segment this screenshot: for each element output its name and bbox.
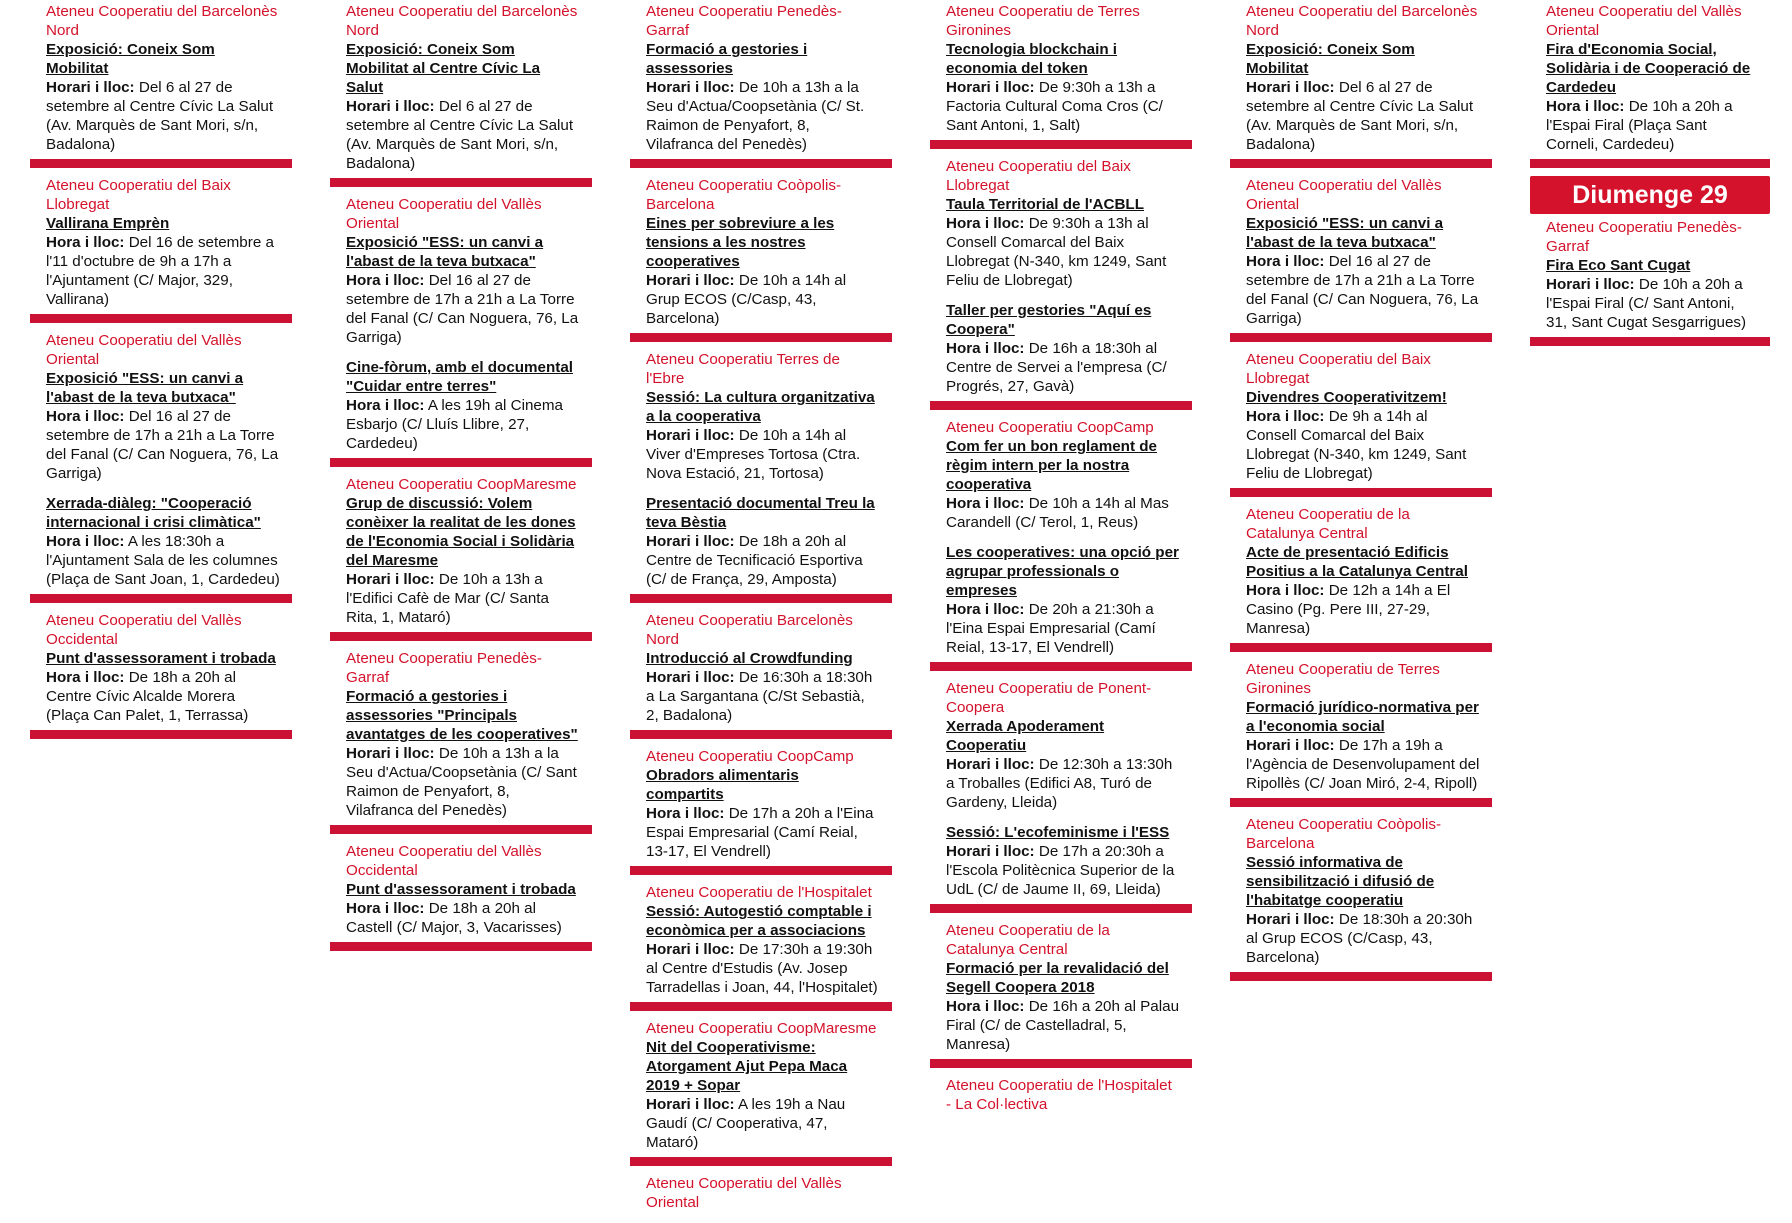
event-details-text: De 10h a 13h a la Seu d'Actua/Coopsetània (C/ Sant Raimon de Penyafort, 8, Vilafranca del Penedès) [346, 745, 577, 819]
event-details-text: A les 18:30h a l'Ajuntament Sala de les columnes (Plaça de Sant Joan, 1, Cardedeu) [46, 533, 280, 588]
event-details-text: Del 6 al 27 de setembre al Centre Cívic La Salut (Av. Marquès de Sant Mori, s/n, Badalona) [46, 79, 274, 153]
event-details-label: Horari i lloc: [1246, 911, 1335, 928]
event-organizer: Ateneu Cooperatiu Penedès-Garraf [346, 650, 542, 686]
event-details-label: Hora i lloc: [946, 601, 1025, 618]
event-entry [1230, 2, 1492, 154]
event-details-text: Del 6 al 27 de setembre al Centre Cívic La Salut (Av. Marquès de Sant Mori, s/n, Badalona) [346, 98, 574, 172]
schedule-column-6 [1530, 2, 1770, 354]
event-divider [30, 594, 292, 603]
event-entry [930, 823, 1192, 899]
event-details [46, 668, 280, 725]
event-title-link[interactable]: Eines per sobreviure a les tensions a les nostres cooperatives [646, 215, 835, 270]
event-title-link[interactable]: Exposició: Coneix Som Mobilitat al Centre Cívic La Salut [346, 41, 541, 96]
event-details-label: Hora i lloc: [946, 495, 1025, 512]
event-details-label: Hora i lloc: [346, 397, 425, 414]
event-divider [630, 1157, 892, 1166]
event-entry [30, 2, 292, 154]
event-organizer: Ateneu Cooperatiu CoopCamp [946, 419, 1154, 436]
event-details [346, 396, 580, 453]
event-title-link[interactable]: Sessió: La cultura organitzativa a la cooperativa [646, 389, 875, 425]
event-title-link[interactable]: Cine-fòrum, amb el documental "Cuidar entre terres" [346, 359, 573, 395]
event-details-label: Horari i lloc: [946, 79, 1035, 96]
event-details-label: Hora i lloc: [946, 215, 1025, 232]
event-spacer [330, 347, 592, 358]
schedule-column-1 [30, 2, 292, 747]
event-details-label: Hora i lloc: [46, 234, 125, 251]
event-details [346, 744, 580, 820]
event-details-label: Horari i lloc: [946, 756, 1035, 773]
event-details-text: De 17:30h a 19:30h al Centre d'Estudis (Av. Josep Tarradellas i Joan, 44, l'Hospitalet) [646, 941, 878, 996]
event-entry [1530, 218, 1770, 332]
event-details-label: Hora i lloc: [1246, 582, 1325, 599]
event-details-label: Horari i lloc: [346, 571, 435, 588]
event-details-text: Del 6 al 27 de setembre al Centre Cívic La Salut (Av. Marquès de Sant Mori, s/n, Badalona) [1246, 79, 1474, 153]
event-details [646, 804, 880, 861]
event-spacer [30, 483, 292, 494]
event-entry [1230, 350, 1492, 483]
event-details [46, 532, 280, 589]
event-details-text: De 17h a 20:30h a l'Escola Politècnica Superior de la UdL (C/ de Jaume II, 69, Lleida) [946, 843, 1175, 898]
event-details [646, 668, 880, 725]
event-organizer: Ateneu Cooperatiu del Vallès Oriental [346, 196, 542, 232]
event-details [1246, 736, 1480, 793]
event-details-label: Horari i lloc: [346, 98, 435, 115]
event-details [646, 532, 880, 589]
event-details-text: De 20h a 21:30h a l'Eina Espai Empresarial (Camí Reial, 13-17, El Vendrell) [946, 601, 1156, 656]
event-title-link[interactable]: Exposició "ESS: un canvi a l'abast de la teva butxaca" [46, 370, 244, 406]
event-details-text: De 17h a 19h a l'Agència de Desenvolupament del Ripollès (C/ Joan Miró, 2-4, Ripoll) [1246, 737, 1480, 792]
event-organizer: Ateneu Cooperatiu de l'Hospitalet - La Col·lectiva [946, 1077, 1172, 1113]
event-details-text: Del 16 al 27 de setembre de 17h a 21h a La Torre del Fanal (C/ Can Noguera, 76, La Garriga) [46, 408, 279, 482]
event-details [946, 78, 1180, 135]
event-entry [930, 921, 1192, 1054]
event-details-label: Horari i lloc: [946, 843, 1035, 860]
event-title-link[interactable]: Exposició "ESS: un canvi a l'abast de la teva butxaca" [346, 234, 544, 270]
event-details-label: Horari i lloc: [1246, 79, 1335, 96]
event-organizer: Ateneu Cooperatiu Coòpolis-Barcelona [646, 177, 842, 213]
event-entry [330, 2, 592, 173]
event-details-label: Horari i lloc: [646, 272, 735, 289]
event-details [1246, 78, 1480, 154]
event-spacer [930, 812, 1192, 823]
event-entry [930, 418, 1192, 532]
event-organizer: Ateneu Cooperatiu del Vallès Oriental [1246, 177, 1442, 213]
event-entry [630, 350, 892, 483]
event-details-label: Hora i lloc: [1246, 253, 1325, 270]
event-organizer: Ateneu Cooperatiu CoopMaresme [646, 1020, 877, 1037]
event-entry [30, 611, 292, 725]
event-divider [930, 401, 1192, 410]
event-details-label: Hora i lloc: [946, 340, 1025, 357]
event-details-label: Hora i lloc: [46, 669, 125, 686]
event-title-link[interactable]: Taula Territorial de l'ACBLL [946, 196, 1144, 213]
event-details-label: Horari i lloc: [646, 1096, 735, 1113]
event-organizer: Ateneu Cooperatiu CoopCamp [646, 748, 854, 765]
event-entry [30, 176, 292, 309]
event-details [946, 339, 1180, 396]
event-details [346, 899, 580, 937]
event-organizer: Ateneu Cooperatiu Penedès-Garraf [1546, 219, 1742, 255]
event-divider [330, 178, 592, 187]
event-entry [930, 301, 1192, 396]
event-title-link[interactable]: Divendres Cooperativitzem! [1246, 389, 1447, 406]
event-details-text: A les 19h al Cinema Esbarjo (C/ Lluís Llibre, 27, Cardedeu) [346, 397, 563, 452]
event-divider [1230, 798, 1492, 807]
event-title-link[interactable]: Formació a gestories i assessories [646, 41, 808, 77]
event-details-text: De 9:30h a 13h a Factoria Cultural Coma Cros (C/ Sant Antoni, 1, Salt) [946, 79, 1163, 134]
event-organizer: Ateneu Cooperatiu del Vallès Oriental [46, 332, 242, 368]
event-details [946, 494, 1180, 532]
event-details-label: Hora i lloc: [346, 900, 425, 917]
event-organizer: Ateneu Cooperatiu Barcelonès Nord [646, 612, 853, 648]
schedule-column-3 [630, 2, 892, 1223]
event-divider [330, 458, 592, 467]
event-details [646, 78, 880, 154]
event-details-label: Horari i lloc: [46, 79, 135, 96]
event-entry [630, 2, 892, 154]
event-title-link[interactable]: Formació jurídico-normativa per a l'economia social [1246, 699, 1479, 735]
event-details-text: De 9h a 14h al Consell Comarcal del Baix Llobregat (N-340, km 1249, Sant Feliu de Llobregat) [1246, 408, 1467, 482]
event-divider [630, 159, 892, 168]
event-entry [630, 611, 892, 725]
event-organizer: Ateneu Cooperatiu del Vallès Oriental [1546, 3, 1742, 39]
event-details [946, 755, 1180, 812]
event-organizer: Ateneu Cooperatiu del Vallès Occidental [346, 843, 542, 879]
event-divider [1230, 333, 1492, 342]
event-entry [630, 1174, 892, 1212]
event-entry [630, 176, 892, 328]
event-details [946, 214, 1180, 290]
event-title-link[interactable]: Taller per gestories "Aquí es Coopera" [946, 302, 1152, 338]
event-spacer [630, 483, 892, 494]
event-title-link[interactable]: Xerrada-diàleg: "Cooperació internacional i crisi climàtica" [46, 495, 261, 531]
event-divider [630, 866, 892, 875]
event-entry [630, 883, 892, 997]
event-entry [930, 543, 1192, 657]
day-header: Diumenge 29 [1530, 176, 1770, 214]
event-organizer: Ateneu Cooperatiu del Vallès Oriental [646, 1175, 842, 1211]
event-divider [630, 1002, 892, 1011]
event-details [346, 97, 580, 173]
event-details-label: Horari i lloc: [346, 745, 435, 762]
event-details-text: Del 16 al 27 de setembre de 17h a 21h a La Torre del Fanal (C/ Can Noguera, 76, La Garriga) [346, 272, 579, 346]
event-title-link[interactable]: Introducció al Crowdfunding [646, 650, 853, 667]
event-details [1546, 275, 1758, 332]
event-details-text: De 17h a 20h a l'Eina Espai Empresarial (Camí Reial, 13-17, El Vendrell) [646, 805, 874, 860]
event-spacer [930, 1114, 1192, 1125]
event-details-text: De 16:30h a 18:30h a La Sargantana (C/St Sebastià, 2, Badalona) [646, 669, 873, 724]
event-organizer: Ateneu Cooperatiu CoopMaresme [346, 476, 577, 493]
event-entry [330, 195, 592, 347]
event-details-text: De 10h a 14h al Grup ECOS (C/Casp, 43, Barcelona) [646, 272, 847, 327]
event-details [646, 271, 880, 328]
event-title-link[interactable]: Les cooperatives: una opció per agrupar professionals o empreses [946, 544, 1179, 599]
event-entry [930, 679, 1192, 812]
event-entry [1230, 660, 1492, 793]
event-details-text: De 10h a 20h a l'Espai Firal (C/ Sant Antoni, 31, Sant Cugat Sesgarrigues) [1546, 276, 1747, 331]
event-entry [330, 358, 592, 453]
event-title-link[interactable]: Punt d'assessorament i trobada [46, 650, 276, 667]
event-organizer: Ateneu Cooperatiu Terres de l'Ebre [646, 351, 840, 387]
event-title-link[interactable]: Formació a gestories i assessories "Principals avantatges de les cooperatives" [346, 688, 578, 743]
event-details-text: De 9:30h a 13h al Consell Comarcal del Baix Llobregat (N-340, km 1249, Sant Feliu de Llobregat) [946, 215, 1167, 289]
event-details-text: De 16h a 20h al Palau Firal (C/ de Castelladral, 5, Manresa) [946, 998, 1180, 1053]
event-details [1246, 910, 1480, 967]
event-divider [30, 730, 292, 739]
event-details-text: De 18:30h a 20:30h al Grup ECOS (C/Casp, 43, Barcelona) [1246, 911, 1473, 966]
event-divider [30, 159, 292, 168]
event-entry [330, 842, 592, 937]
schedule-column-5 [1230, 2, 1492, 989]
event-organizer: Ateneu Cooperatiu de la Catalunya Central [946, 922, 1110, 958]
event-title-link[interactable]: Obradors alimentaris compartits [646, 767, 799, 803]
event-details [46, 233, 280, 309]
event-details-label: Hora i lloc: [46, 408, 125, 425]
event-organizer: Ateneu Cooperatiu del Vallès Occidental [46, 612, 242, 648]
event-title-link[interactable]: Exposició: Coneix Som Mobilitat [46, 41, 215, 77]
event-entry [30, 331, 292, 483]
event-details-text: De 12h a 14h a El Casino (Pg. Pere III, 27-29, Manresa) [1246, 582, 1451, 637]
event-entry [1230, 176, 1492, 328]
event-details [646, 1095, 880, 1152]
event-details-label: Horari i lloc: [646, 941, 735, 958]
event-details [946, 842, 1180, 899]
event-details-label: Horari i lloc: [646, 79, 735, 96]
event-divider [930, 662, 1192, 671]
event-details [646, 426, 880, 483]
event-divider [630, 594, 892, 603]
event-divider [1530, 159, 1770, 168]
event-entry [930, 2, 1192, 135]
event-details [1246, 581, 1480, 638]
event-details-label: Hora i lloc: [46, 533, 125, 550]
event-details-text: De 10h a 20h a l'Espai Firal (Plaça Sant Corneli, Cardedeu) [1546, 98, 1733, 153]
event-entry [330, 649, 592, 820]
event-entry [1230, 815, 1492, 967]
event-title-link[interactable]: Sessió: Autogestió comptable i econòmica per a associacions [646, 903, 872, 939]
event-details [646, 940, 880, 997]
event-organizer: Ateneu Cooperatiu del Barcelonès Nord [1246, 3, 1478, 39]
event-organizer: Ateneu Cooperatiu de Terres Gironines [1246, 661, 1440, 697]
event-details-text: De 18h a 20h al Centre de Tecnificació Esportiva (C/ de França, 29, Amposta) [646, 533, 863, 588]
event-title-link[interactable]: Exposició: Coneix Som Mobilitat [1246, 41, 1415, 77]
event-entry [630, 494, 892, 589]
event-organizer: Ateneu Cooperatiu de Terres Gironines [946, 3, 1140, 39]
event-divider [930, 140, 1192, 149]
event-spacer [630, 1212, 892, 1223]
event-title-link[interactable]: Exposició "ESS: un canvi a l'abast de la teva butxaca" [1246, 215, 1444, 251]
event-divider [1230, 488, 1492, 497]
event-details-label: Hora i lloc: [646, 805, 725, 822]
event-details [946, 997, 1180, 1054]
event-entry [1230, 505, 1492, 638]
event-organizer: Ateneu Cooperatiu del Baix Llobregat [946, 158, 1131, 194]
event-title-link[interactable]: Punt d'assessorament i trobada [346, 881, 576, 898]
event-divider [630, 333, 892, 342]
event-details-label: Horari i lloc: [1546, 276, 1635, 293]
event-organizer: Ateneu Cooperatiu Coòpolis-Barcelona [1246, 816, 1442, 852]
event-details-text: De 12:30h a 13:30h a Troballes (Edifici A8, Turó de Gardeny, Lleida) [946, 756, 1173, 811]
event-divider [330, 632, 592, 641]
event-title-link[interactable]: Com fer un bon reglament de règim intern per la nostra cooperativa [946, 438, 1157, 493]
event-details [1546, 97, 1758, 154]
event-details [1246, 252, 1480, 328]
event-details-text: De 16h a 18:30h al Centre de Servei a l'empresa (C/ Progrés, 27, Gavà) [946, 340, 1167, 395]
event-divider [1230, 643, 1492, 652]
event-divider [30, 314, 292, 323]
event-details [1246, 407, 1480, 483]
event-details [346, 271, 580, 347]
event-divider [930, 904, 1192, 913]
event-title-link[interactable]: Xerrada Apoderament Cooperatiu [946, 718, 1105, 754]
event-divider [1530, 337, 1770, 346]
event-details-text: A les 19h a Nau Gaudí (C/ Cooperativa, 47, Mataró) [646, 1096, 846, 1151]
event-details-text: Del 16 de setembre a l'11 d'octubre de 9h a 17h a l'Ajuntament (C/ Major, 329, Vallirana) [46, 234, 274, 308]
event-details-text: De 18h a 20h al Castell (C/ Major, 3, Vacarisses) [346, 900, 562, 936]
event-entry [930, 1076, 1192, 1114]
event-title-link[interactable]: Grup de discussió: Volem conèixer la realitat de les dones de l'Economia Social i Solidària del Maresme [346, 495, 576, 569]
event-organizer: Ateneu Cooperatiu de l'Hospitalet [646, 884, 872, 901]
event-divider [930, 1059, 1192, 1068]
event-title-link[interactable]: Tecnologia blockchain i economia del token [946, 41, 1118, 77]
event-details-text: De 18h a 20h al Centre Cívic Alcalde Morera (Plaça Can Palet, 1, Terrassa) [46, 669, 249, 724]
event-details-label: Hora i lloc: [1246, 408, 1325, 425]
event-organizer: Ateneu Cooperatiu del Barcelonès Nord [46, 3, 278, 39]
event-details-text: De 10h a 14h al Mas Carandell (C/ Terol, 1, Reus) [946, 495, 1169, 531]
event-details [946, 600, 1180, 657]
event-title-link[interactable]: Presentació documental Treu la teva Bèstia [646, 495, 875, 531]
event-details [46, 78, 280, 154]
event-title-link[interactable]: Fira Eco Sant Cugat [1546, 257, 1691, 274]
event-details-text: Del 16 al 27 de setembre de 17h a 21h a La Torre del Fanal (C/ Can Noguera, 76, La Garriga) [1246, 253, 1479, 327]
event-divider [1230, 972, 1492, 981]
event-title-link[interactable]: Vallirana Emprèn [46, 215, 170, 232]
event-entry [630, 747, 892, 861]
event-details-text: De 10h a 13h a la Seu d'Actua/Coopsetània (C/ St. Raimon de Penyafort, 8, Vilafranca del Penedès) [646, 79, 865, 153]
event-organizer: Ateneu Cooperatiu de Ponent-Coopera [946, 680, 1152, 716]
event-organizer: Ateneu Cooperatiu del Baix Llobregat [1246, 351, 1431, 387]
event-divider [1230, 159, 1492, 168]
event-title-link[interactable]: Sessió informativa de sensibilització i difusió de l'habitatge cooperatiu [1246, 854, 1435, 909]
event-divider [330, 942, 592, 951]
event-details [46, 407, 280, 483]
event-organizer: Ateneu Cooperatiu del Baix Llobregat [46, 177, 231, 213]
event-details-label: Horari i lloc: [1246, 737, 1335, 754]
schedule-column-2 [330, 2, 592, 959]
event-spacer [930, 532, 1192, 543]
event-organizer: Ateneu Cooperatiu de la Catalunya Central [1246, 506, 1410, 542]
event-details-label: Hora i lloc: [946, 998, 1025, 1015]
event-title-link[interactable]: Acte de presentació Edificis Positius a la Catalunya Central [1246, 544, 1468, 580]
event-title-link[interactable]: Sessió: L'ecofeminisme i l'ESS [946, 824, 1170, 841]
event-entry [630, 1019, 892, 1152]
event-spacer [930, 290, 1192, 301]
event-details-label: Horari i lloc: [646, 669, 735, 686]
event-entry [1530, 2, 1770, 154]
event-entry [930, 157, 1192, 290]
event-details-label: Hora i lloc: [1546, 98, 1625, 115]
event-title-link[interactable]: Formació per la revalidació del Segell Coopera 2018 [946, 960, 1169, 996]
event-details-text: De 10h a 14h al Viver d'Empreses Tortosa (Ctra. Nova Estació, 21, Tortosa) [646, 427, 861, 482]
event-organizer: Ateneu Cooperatiu del Barcelonès Nord [346, 3, 578, 39]
event-divider [330, 825, 592, 834]
event-details-text: De 10h a 13h a l'Edifici Cafè de Mar (C/ Santa Rita, 1, Mataró) [346, 571, 549, 626]
event-title-link[interactable]: Nit del Cooperativisme: Atorgament Ajut Pepa Maca 2019 + Sopar [646, 1039, 848, 1094]
event-details-label: Horari i lloc: [646, 427, 735, 444]
event-details-label: Hora i lloc: [346, 272, 425, 289]
event-entry [330, 475, 592, 627]
event-details-label: Horari i lloc: [646, 533, 735, 550]
event-details [346, 570, 580, 627]
event-divider [630, 730, 892, 739]
event-entry [30, 494, 292, 589]
event-organizer: Ateneu Cooperatiu Penedès-Garraf [646, 3, 842, 39]
event-title-link[interactable]: Fira d'Economia Social, Solidària i de Cooperació de Cardedeu [1546, 41, 1751, 96]
schedule-column-4 [930, 2, 1192, 1125]
